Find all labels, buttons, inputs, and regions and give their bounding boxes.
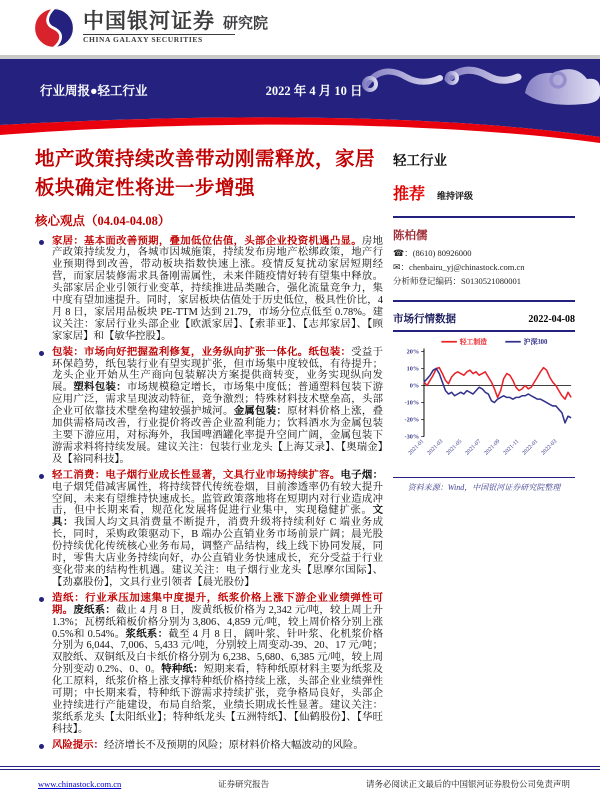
email-icon: ✉: [393, 261, 401, 272]
svg-text:2021-05: 2021-05: [445, 438, 464, 457]
svg-text:-10%: -10%: [404, 399, 420, 407]
svg-text:2021-01: 2021-01: [407, 438, 426, 457]
svg-text:20%: 20%: [406, 348, 420, 356]
svg-text:2021-07: 2021-07: [464, 438, 483, 457]
banner: [0, 59, 600, 107]
market-data-date: 2022-04-08: [528, 314, 575, 326]
brand-name-en: CHINA GALAXY SECURITIES: [83, 34, 235, 44]
divider: [393, 330, 575, 332]
left-column: [35, 145, 383, 756]
rating-badge: 推荐: [393, 186, 426, 203]
svg-text:2021-03: 2021-03: [426, 438, 445, 457]
divider: [393, 300, 575, 302]
svg-text:-30%: -30%: [404, 433, 420, 441]
rating-note: 维持评级: [437, 191, 474, 201]
bullet-icon: [39, 474, 44, 479]
svg-text:沪深300: 沪深300: [523, 339, 548, 347]
footer-report-type: 证券研究报告: [218, 779, 270, 789]
analyst-name: 陈柏儒: [393, 230, 428, 242]
analyst-cert: 分析师登记编码：S0130521080001: [393, 275, 521, 286]
banner-report-type: 行业周报●轻工行业: [40, 84, 148, 98]
svg-text:轻工制造: 轻工制造: [459, 339, 487, 347]
banner-date: 2022 年 4 月 10 日: [265, 84, 363, 98]
list-item: 风险提示：经济增长不及预期的风险；原材料价格大幅波动的风险。: [35, 740, 383, 752]
market-chart-svg: [393, 334, 575, 475]
svg-text:2021-09: 2021-09: [483, 438, 502, 457]
footer-disclaimer: 请务必阅读正文最后的中国银河证券股份公司免责声明: [365, 779, 570, 789]
key-points-heading: 核心观点（04.04-04.08）: [35, 213, 171, 228]
bullet-icon: [39, 240, 44, 245]
industry-label: 轻工行业: [393, 153, 447, 168]
phone-icon: ☎: [393, 248, 405, 258]
sidebar: [393, 145, 575, 756]
page-footer: [0, 766, 600, 790]
svg-text:-20%: -20%: [404, 416, 420, 424]
market-data-title: 市场行情数据: [393, 314, 456, 326]
svg-text:2021-11: 2021-11: [502, 438, 521, 457]
galaxy-logo-icon: [33, 7, 75, 49]
list-item: 家居：基本面改善预期，叠加低位估值，头部企业投资机遇凸显。房地产政策持续发力，各城市因城施策，持续发布房地产松绑政策，地产行业预期得到改善，带动板块指数快速上涨。疫情反复扰动家居短期经营，而家居装修需求具备刚需属性，未来伴随疫情好转有望集中释放。头部家居企业引领行业变革，持续推进品类融合，强化流量竞争力，集中度有望加速提升。同时，家居板块估值处于历史低位，极具性价比，4 月 8 日，家居用品板块 PE-TTM 达到 21.79，市场分位点低至 0.78%。建议关注：家居行业头部企业【欧派家居】、【索菲亚】、【志邦家居】、【顾家家居】和【敏华控股】。: [35, 236, 383, 343]
bullet-icon: [39, 744, 44, 749]
cloud-decoration-icon: [360, 59, 600, 107]
chart-source-note: 资料来源：Wind，中国银河证券研究院整理: [393, 477, 575, 493]
divider: [393, 216, 575, 218]
list-item: 包装：市场向好把握盈利修复，业务纵向扩张一体化。纸包装：受益于环保趋势，纸包装行业有望实现扩张，但市场集中度较低，有待提升；龙头企业开始从生产商向包装解决方案提供商转变，业务实现纵向发展。塑料包装：市场规模稳定增长，市场集中度低；普通塑料包装下游应用广泛，需求呈现波动特征，竞争激烈；特殊材料技术壁垒高，头部企业可依靠技术壁垒构建较强护城河。金属包装：原材料价格上涨，叠加供需格局改善，行业提价将改善企业盈利能力；饮料酒水为金属包装主要下游应用，对标海外，我国啤酒罐化率提升空间广阔，金属包装下游需求料将持续发展。建议关注：包装行业龙头【上海艾录】、【奥瑞金】及【裕同科技】。: [35, 347, 383, 466]
analyst-phone: ☎：(8610) 80926000: [393, 248, 472, 258]
key-points-list: [35, 236, 383, 752]
main-content: [0, 143, 600, 756]
website-link[interactable]: www.chinastock.com.cn: [38, 779, 122, 789]
svg-text:2022-03: 2022-03: [540, 438, 559, 457]
svg-text:2022-01: 2022-01: [521, 438, 540, 457]
list-item: 轻工消费：电子烟行业成长性显著，文具行业市场持续扩容。电子烟：电子烟凭借减害属性，将持续替代传统卷烟，目前渗透率仍有较大提升空间，未来有望维持快速成长。监管政策落地将在短期内对行业造成冲击，但中长期来看，规范化发展将促进行业集中，实现稳健扩张。文具：我国人均文具消费量不断提升，消费升级将持续利好 C 端业务成长，同时，采购政策驱动下，B 端办公直销业务市场前景广阔；晨光股份持续优化传统核心业务布局，调整产品结构，线上线下协同发展，同时，零售大店业务持续向好，办公直销业务快速成长，充分受益于行业变化带来的结构性机遇。建议关注：电子烟行业龙头【思摩尔国际】、【劲嘉股份】，文具行业引领者【晨光股份】: [35, 470, 383, 589]
svg-text:10%: 10%: [406, 365, 420, 373]
svg-text:0%: 0%: [409, 382, 420, 390]
page-title: 地产政策持续改善带动刚需释放，家居板块确定性将进一步增强: [35, 149, 376, 200]
report-header: [0, 0, 600, 55]
brand-suffix: 研究院: [223, 16, 269, 33]
bullet-icon: [39, 351, 44, 356]
analyst-email: ✉：chenbairu_yj@chinastock.com.cn: [393, 261, 525, 272]
bullet-icon: [39, 597, 44, 602]
red-swoosh-decoration: [0, 107, 600, 143]
list-item: 造纸：行业承压加速集中度提升，纸浆价格上涨下游企业业绩弹性可期。废纸系：截止 4 月 8 日，废黄纸板价格为 2,342 元/吨，较上周上升 1.3%；瓦楞纸箱板价格分别为 3,806、4,859 元/吨，较上周价格分别上涨 0.5%和 0.54%。浆纸系：截至 4 月 8 日，阔叶浆、针叶浆、化机浆价格分别为 6,044、7,006、5,433 元/吨，分别较上周变动-39、20、17 元/吨；双胶纸、双铜纸及白卡纸价格分别为 6,238、5,680、6,385 元/吨，较上周分别变动 0.2%、0、0。特种纸：短期来看，特种纸原材料主要为纸浆及化工原料，纸浆价格上涨支撑特种纸价格持续上涨，头部企业业绩弹性可期；中长期来看，特种纸下游需求持续扩张，竞争格局良好，头部企业持续进行产能建设，布局自给浆，业绩长期成长性显著。建议关注：浆纸系龙头【太阳纸业】；特种纸龙头【五洲特纸】、【仙鹤股份】、【华旺科技】。: [35, 593, 383, 736]
brand-name: 中国银河证券: [83, 9, 215, 34]
